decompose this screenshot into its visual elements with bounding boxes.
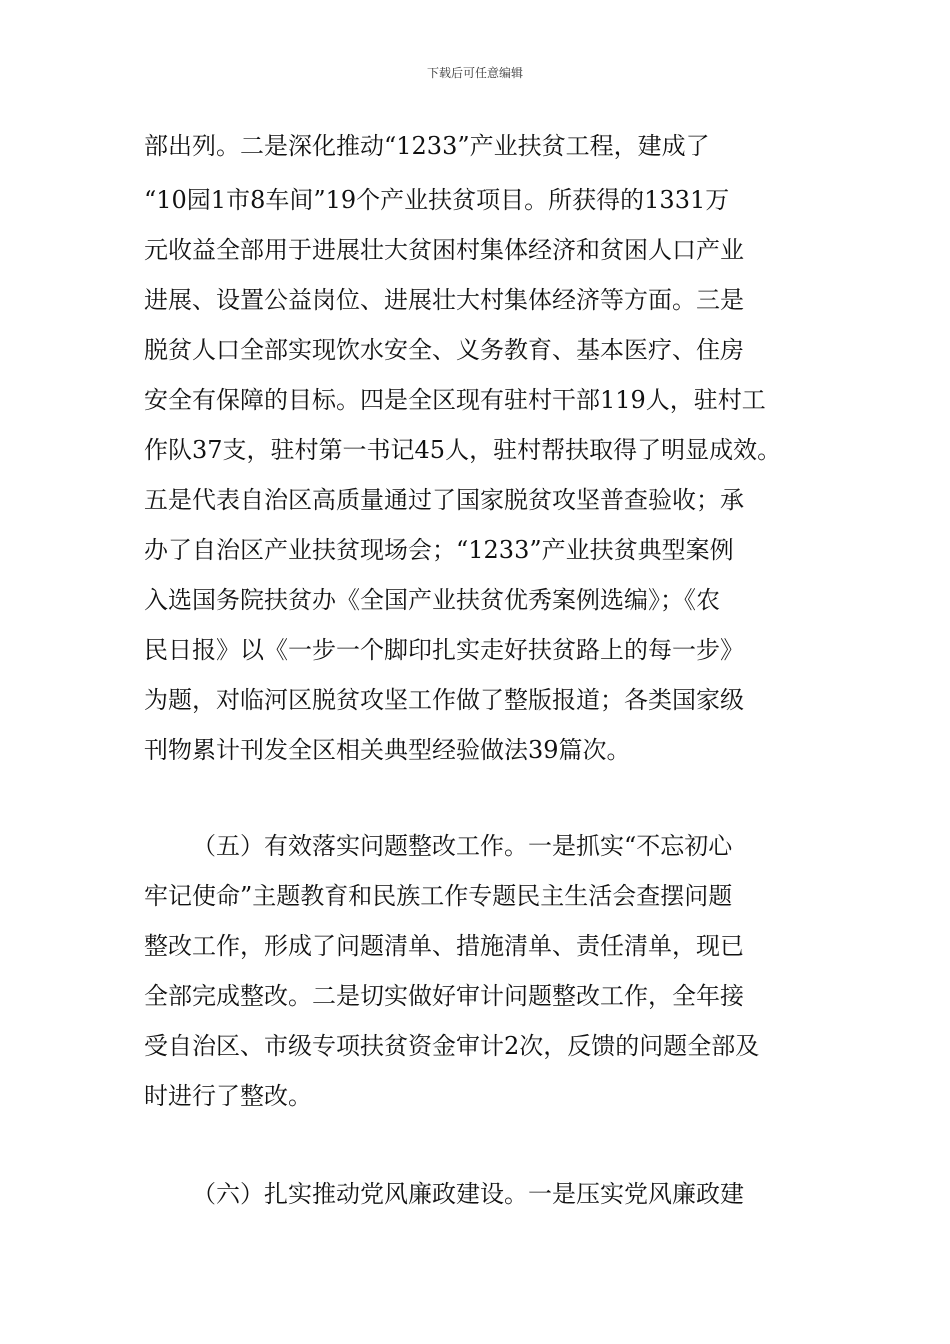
body-line: 全部完成整改。二是切实做好审计问题整改工作，全年接	[144, 982, 744, 1010]
section-heading-line: （五）有效落实问题整改工作。一是抓实“不忘初心	[192, 832, 733, 860]
body-line: 办了自治区产业扶贫现场会；“1233”产业扶贫典型案例	[144, 536, 734, 564]
body-line: 部出列。二是深化推动“1233”产业扶贫工程，建成了	[144, 132, 710, 160]
body-line: 入选国务院扶贫办《全国产业扶贫优秀案例选编》；《农	[144, 586, 720, 614]
page-header: 下载后可任意编辑	[426, 66, 523, 80]
body-line: 刊物累计刊发全区相关典型经验做法39篇次。	[144, 736, 631, 764]
body-line: 元收益全部用于进展壮大贫困村集体经济和贫困人口产业	[144, 236, 744, 264]
body-line: 为题，对临河区脱贫攻坚工作做了整版报道；各类国家级	[144, 686, 744, 714]
section-heading-line: （六）扎实推动党风廉政建设。一是压实党风廉政建	[192, 1180, 744, 1208]
body-line: 牢记使命”主题教育和民族工作专题民主生活会查摆问题	[144, 882, 733, 910]
body-line: 脱贫人口全部实现饮水安全、义务教育、基本医疗、住房	[144, 336, 744, 364]
body-line: 安全有保障的目标。四是全区现有驻村干部119人，驻村工	[144, 386, 766, 414]
body-line: “10园1市8车间”19个产业扶贫项目。所获得的1331万	[144, 186, 730, 214]
body-line: 五是代表自治区高质量通过了国家脱贫攻坚普查验收；承	[144, 486, 744, 514]
body-line: 作队37支，驻村第一书记45人，驻村帮扶取得了明显成效。	[144, 436, 782, 464]
body-line: 整改工作，形成了问题清单、措施清单、责任清单，现已	[144, 932, 744, 960]
body-line: 民日报》以《一步一个脚印扎实走好扶贫路上的每一步》	[144, 636, 744, 664]
body-line: 时进行了整改。	[144, 1082, 312, 1110]
body-line: 进展、设置公益岗位、进展壮大村集体经济等方面。三是	[144, 286, 744, 314]
body-line: 受自治区、市级专项扶贫资金审计2次，反馈的问题全部及	[144, 1032, 760, 1060]
